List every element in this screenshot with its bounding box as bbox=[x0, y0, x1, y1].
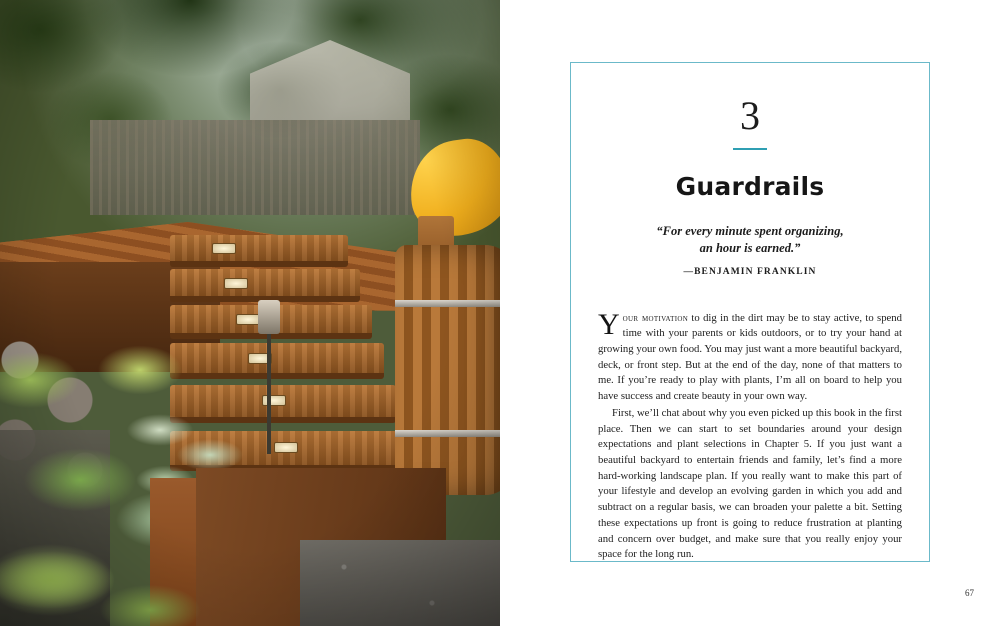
step-light bbox=[274, 442, 298, 453]
chapter-number-rule bbox=[733, 148, 767, 150]
foreground-grasses bbox=[0, 520, 210, 626]
step-light bbox=[236, 314, 260, 325]
hot-tub-band bbox=[395, 300, 500, 307]
path-lantern bbox=[258, 300, 280, 334]
chapter-number: 3 bbox=[740, 93, 760, 138]
step-light bbox=[212, 243, 236, 254]
epigraph bbox=[598, 223, 902, 258]
chapter-title: Guardrails bbox=[675, 172, 825, 201]
pebble-path bbox=[300, 540, 500, 626]
stair-tread bbox=[170, 235, 348, 267]
body-paragraph-1 bbox=[598, 307, 902, 405]
cedar-hot-tub bbox=[395, 245, 500, 495]
chapter-body bbox=[598, 307, 902, 564]
step-light bbox=[224, 278, 248, 289]
stair-tread bbox=[170, 269, 360, 302]
body-paragraph-2: First, we’ll chat about why you even picked up this book in the first place. Then we can start to set boundaries around your design expectations and plant selections in Chapter 5. If you just want a beautiful backyard to entertain friends and family, let’s find a more hard-working landscape plan. If you really want to make this part of your lifestyle and develop an evolving garden in which you add and subtract on a regular basis, we can broaden your palette a bit. Setting these expectations up front is going to reduce frustration at planting and concern over budget, and make sure that you really enjoy your space for the long run. bbox=[598, 406, 902, 561]
epigraph-line-2: an hour is earned.” bbox=[699, 241, 801, 256]
right-page-text bbox=[500, 0, 1000, 626]
drop-cap: Y bbox=[598, 307, 620, 341]
lantern-pole bbox=[267, 334, 271, 454]
epigraph-attribution: —BENJAMIN FRANKLIN bbox=[683, 266, 817, 277]
step-light bbox=[262, 395, 286, 406]
epigraph-line-1: “For every minute spent organizing, bbox=[656, 224, 844, 238]
paragraph-1-text: to dig in the dirt may be to stay active, to spend time with your parents or kids outdoors, or to try your hand at growing your own food. You may just want a more beautiful backyard, deck, or front step. But at the end of the day, none of that matters to me. If you’re ready to play with plants, I’m all on board to help you have success and create beauty in your own way. bbox=[598, 311, 902, 403]
page-number: 67 bbox=[965, 588, 974, 598]
hot-tub-band bbox=[395, 430, 500, 437]
lead-in-smallcaps: our motivation bbox=[622, 311, 689, 324]
wood-fence bbox=[90, 120, 420, 215]
chapter-opener bbox=[598, 92, 902, 563]
